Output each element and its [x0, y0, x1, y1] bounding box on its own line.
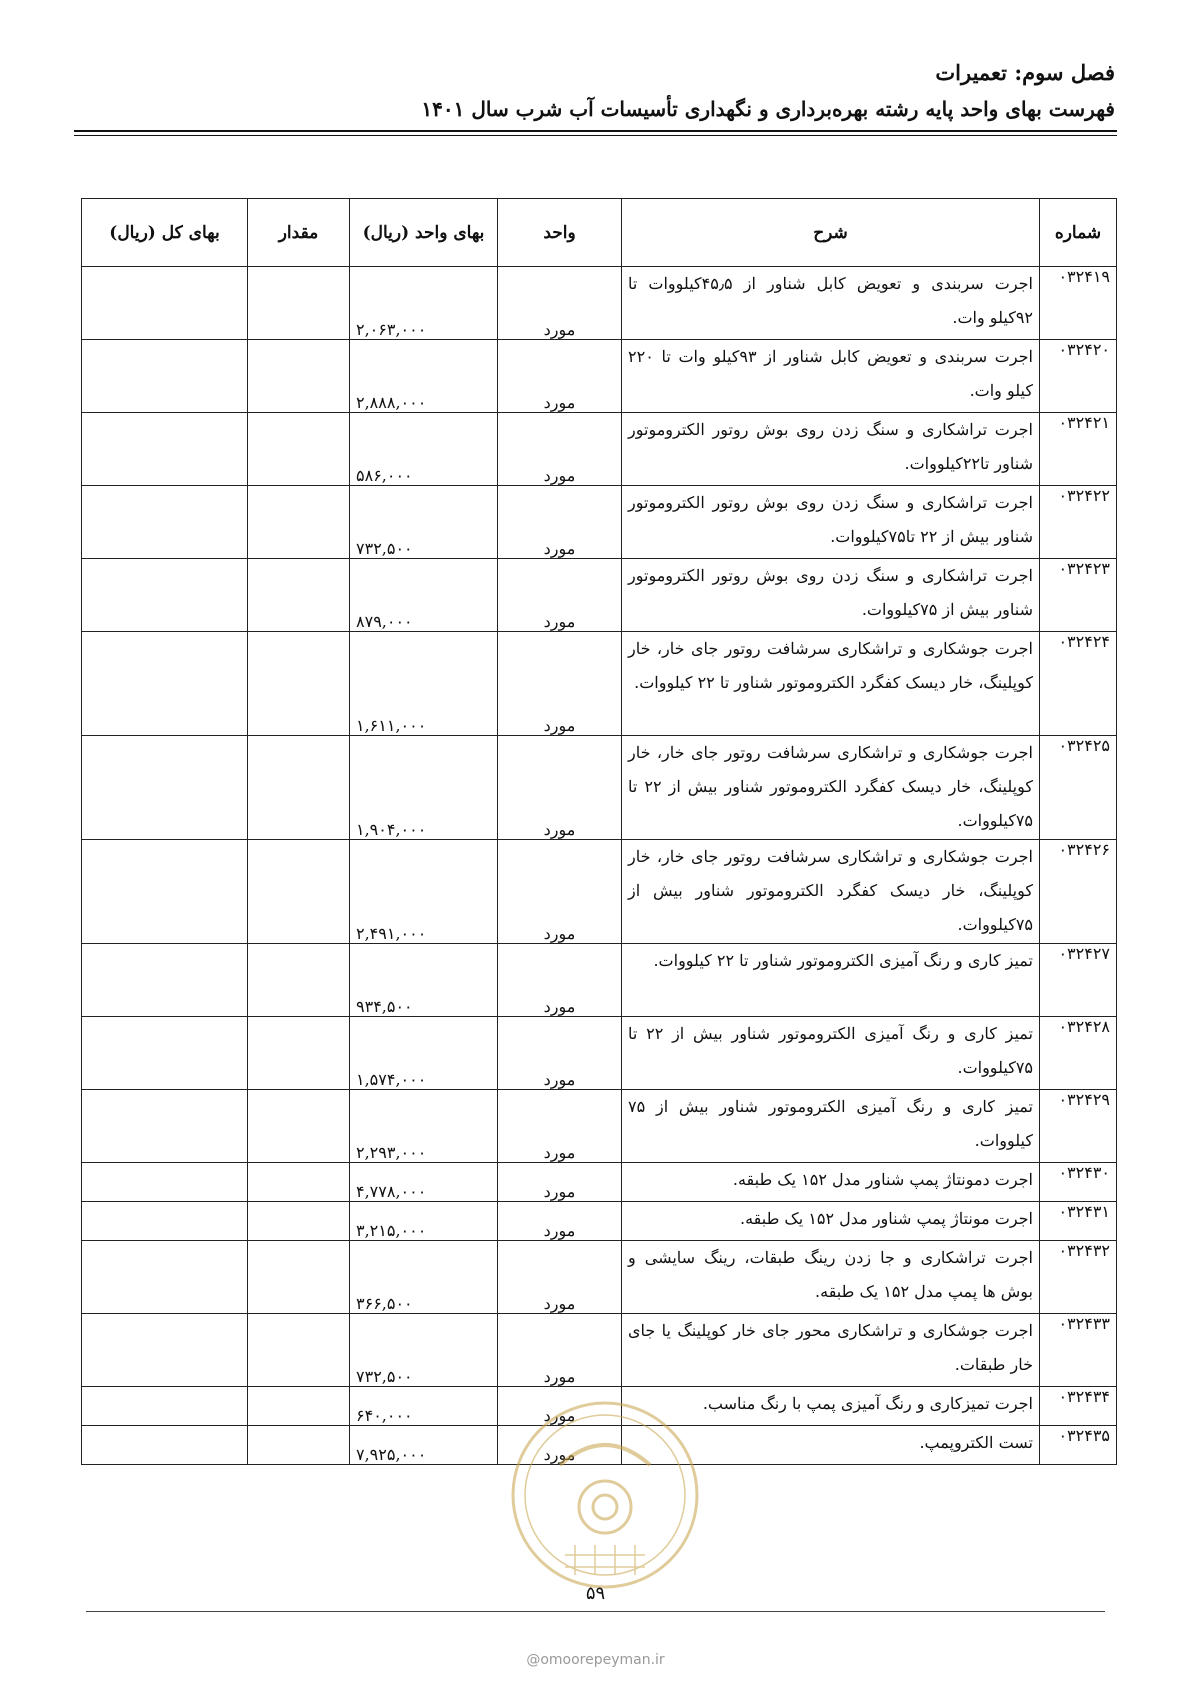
- row-unit-price: ۴,۷۷۸,۰۰۰: [350, 1163, 498, 1202]
- row-unit-price: ۶۴۰,۰۰۰: [350, 1387, 498, 1426]
- row-total-price: [82, 1314, 248, 1387]
- row-code: ۰۳۲۴۲۲: [1040, 486, 1117, 559]
- row-description: اجرت دمونتاژ پمپ شناور مدل ۱۵۲ یک طبقه.: [622, 1163, 1040, 1202]
- row-quantity: [248, 267, 350, 340]
- table-header-row: [82, 199, 1117, 267]
- column-header-unit: واحد: [498, 199, 622, 267]
- page-header: [421, 58, 1115, 126]
- row-unit: مورد: [498, 1426, 622, 1465]
- row-total-price: [82, 944, 248, 1017]
- stamp-watermark: [505, 1395, 705, 1595]
- row-unit: مورد: [498, 840, 622, 944]
- row-code: ۰۳۲۴۳۱: [1040, 1202, 1117, 1241]
- row-quantity: [248, 1090, 350, 1163]
- row-unit-price: ۲,۴۹۱,۰۰۰: [350, 840, 498, 944]
- row-unit: مورد: [498, 944, 622, 1017]
- table-row: [82, 413, 1117, 486]
- website-watermark: @omoorepeyman.ir: [526, 1652, 665, 1668]
- row-unit: مورد: [498, 340, 622, 413]
- footer-rule: [86, 1611, 1105, 1612]
- row-code: ۰۳۲۴۳۴: [1040, 1387, 1117, 1426]
- row-description: تمیز کاری و رنگ آمیزی الکتروموتور شناور بیش از ۲۲ تا ۷۵کیلووات.: [622, 1017, 1040, 1090]
- row-unit-price: ۸۷۹,۰۰۰: [350, 559, 498, 632]
- row-total-price: [82, 1202, 248, 1241]
- row-code: ۰۳۲۴۲۵: [1040, 736, 1117, 840]
- table-row: [82, 1202, 1117, 1241]
- chapter-title: فصل سوم: تعمیرات: [935, 60, 1115, 85]
- row-total-price: [82, 736, 248, 840]
- row-unit-price: ۱,۶۱۱,۰۰۰: [350, 632, 498, 736]
- row-unit-price: ۱,۵۷۴,۰۰۰: [350, 1017, 498, 1090]
- row-unit-price: ۱,۹۰۴,۰۰۰: [350, 736, 498, 840]
- row-quantity: [248, 1163, 350, 1202]
- row-total-price: [82, 1017, 248, 1090]
- table-row: [82, 840, 1117, 944]
- row-quantity: [248, 340, 350, 413]
- row-code: ۰۳۲۴۲۱: [1040, 413, 1117, 486]
- row-quantity: [248, 944, 350, 1017]
- row-quantity: [248, 1426, 350, 1465]
- row-unit: مورد: [498, 632, 622, 736]
- table-row: [82, 1163, 1117, 1202]
- row-quantity: [248, 736, 350, 840]
- row-unit-price: ۳۶۶,۵۰۰: [350, 1241, 498, 1314]
- row-quantity: [248, 1387, 350, 1426]
- row-quantity: [248, 1017, 350, 1090]
- price-list-table: [81, 198, 1117, 1465]
- table-row: [82, 559, 1117, 632]
- row-description: اجرت جوشکاری و تراشکاری سرشافت روتور جای خار، خار کوپلینگ، خار دیسک کفگرد الکتروموتور شناور تا ۲۲ کیلووات.: [622, 632, 1040, 736]
- row-total-price: [82, 1163, 248, 1202]
- row-code: ۰۳۲۴۲۹: [1040, 1090, 1117, 1163]
- row-description: اجرت تراشکاری و سنگ زدن روی بوش روتور الکتروموتور شناور تا۲۲کیلووات.: [622, 413, 1040, 486]
- row-description: اجرت مونتاژ پمپ شناور مدل ۱۵۲ یک طبقه.: [622, 1202, 1040, 1241]
- row-total-price: [82, 1426, 248, 1465]
- row-quantity: [248, 486, 350, 559]
- row-unit: مورد: [498, 1163, 622, 1202]
- row-unit: مورد: [498, 1314, 622, 1387]
- row-unit-price: ۷۳۲,۵۰۰: [350, 1314, 498, 1387]
- row-code: ۰۳۲۴۲۷: [1040, 944, 1117, 1017]
- row-code: ۰۳۲۴۱۹: [1040, 267, 1117, 340]
- row-code: ۰۳۲۴۳۲: [1040, 1241, 1117, 1314]
- row-description: تست الکتروپمپ.: [622, 1426, 1040, 1465]
- row-unit-price: ۲,۸۸۸,۰۰۰: [350, 340, 498, 413]
- row-description: تمیز کاری و رنگ آمیزی الکتروموتور شناور بیش از ۷۵ کیلووات.: [622, 1090, 1040, 1163]
- row-unit: مورد: [498, 413, 622, 486]
- row-total-price: [82, 840, 248, 944]
- row-code: ۰۳۲۴۲۴: [1040, 632, 1117, 736]
- row-unit: مورد: [498, 267, 622, 340]
- column-header-total-price: بهای کل (ریال): [82, 199, 248, 267]
- row-quantity: [248, 559, 350, 632]
- row-total-price: [82, 413, 248, 486]
- header-rule-thin: [74, 135, 1117, 136]
- row-quantity: [248, 632, 350, 736]
- row-total-price: [82, 340, 248, 413]
- row-code: ۰۳۲۴۲۰: [1040, 340, 1117, 413]
- row-total-price: [82, 559, 248, 632]
- table-row: [82, 1314, 1117, 1387]
- table-body: [82, 267, 1117, 1465]
- row-unit-price: ۷۳۲,۵۰۰: [350, 486, 498, 559]
- row-description: اجرت جوشکاری و تراشکاری سرشافت روتور جای خار، خار کوپلینگ، خار دیسک کفگرد الکتروموتور شناور بیش از ۲۲ تا ۷۵کیلووات.: [622, 736, 1040, 840]
- row-code: ۰۳۲۴۲۳: [1040, 559, 1117, 632]
- row-code: ۰۳۲۴۳۳: [1040, 1314, 1117, 1387]
- table-row: [82, 340, 1117, 413]
- row-code: ۰۳۲۴۲۶: [1040, 840, 1117, 944]
- row-total-price: [82, 1090, 248, 1163]
- row-total-price: [82, 267, 248, 340]
- row-unit-price: ۹۳۴,۵۰۰: [350, 944, 498, 1017]
- row-quantity: [248, 413, 350, 486]
- row-quantity: [248, 1314, 350, 1387]
- row-total-price: [82, 1241, 248, 1314]
- row-unit: مورد: [498, 1202, 622, 1241]
- table-row: [82, 632, 1117, 736]
- row-unit: مورد: [498, 1017, 622, 1090]
- row-description: اجرت تراشکاری و سنگ زدن روی بوش روتور الکتروموتور شناور بیش از ۲۲ تا۷۵کیلووات.: [622, 486, 1040, 559]
- row-code: ۰۳۲۴۲۸: [1040, 1017, 1117, 1090]
- page-number: ۵۹: [585, 1583, 606, 1604]
- column-header-unit-price: بهای واحد (ریال): [350, 199, 498, 267]
- row-description: اجرت سربندی و تعویض کابل شناور از ۴۵٫۵کیلووات تا ۹۲کیلو وات.: [622, 267, 1040, 340]
- row-unit: مورد: [498, 486, 622, 559]
- row-description: اجرت سربندی و تعویض کابل شناور از ۹۳کیلو وات تا ۲۲۰ کیلو وات.: [622, 340, 1040, 413]
- row-description: اجرت جوشکاری و تراشکاری محور جای خار کوپلینگ یا جای خار طبقات.: [622, 1314, 1040, 1387]
- document-title: فهرست بهای واحد پایه رشته بهره‌برداری و نگهداری تأسیسات آب شرب سال ۱۴۰۱: [421, 97, 1115, 121]
- row-code: ۰۳۲۴۳۰: [1040, 1163, 1117, 1202]
- column-header-quantity: مقدار: [248, 199, 350, 267]
- row-unit: مورد: [498, 736, 622, 840]
- table-row: [82, 267, 1117, 340]
- row-unit: مورد: [498, 559, 622, 632]
- row-quantity: [248, 840, 350, 944]
- row-description: اجرت تراشکاری و سنگ زدن روی بوش روتور الکتروموتور شناور بیش از ۷۵کیلووات.: [622, 559, 1040, 632]
- row-unit: مورد: [498, 1241, 622, 1314]
- table-row: [82, 486, 1117, 559]
- row-unit-price: ۳,۲۱۵,۰۰۰: [350, 1202, 498, 1241]
- table-row: [82, 944, 1117, 1017]
- row-unit-price: ۷,۹۲۵,۰۰۰: [350, 1426, 498, 1465]
- row-code: ۰۳۲۴۳۵: [1040, 1426, 1117, 1465]
- row-unit-price: ۲,۲۹۳,۰۰۰: [350, 1090, 498, 1163]
- row-description: اجرت تمیزکاری و رنگ آمیزی پمپ با رنگ مناسب.: [622, 1387, 1040, 1426]
- row-description: تمیز کاری و رنگ آمیزی الکتروموتور شناور تا ۲۲ کیلووات.: [622, 944, 1040, 1017]
- row-unit: مورد: [498, 1387, 622, 1426]
- row-unit: مورد: [498, 1090, 622, 1163]
- row-total-price: [82, 1387, 248, 1426]
- row-unit-price: ۵۸۶,۰۰۰: [350, 413, 498, 486]
- row-description: اجرت تراشکاری و جا زدن رینگ طبقات، رینگ سایشی و بوش ها پمپ مدل ۱۵۲ یک طبقه.: [622, 1241, 1040, 1314]
- table-row: [82, 1241, 1117, 1314]
- row-total-price: [82, 632, 248, 736]
- row-description: اجرت جوشکاری و تراشکاری سرشافت روتور جای خار، خار کوپلینگ، خار دیسک کفگرد الکتروموتور شناور بیش از ۷۵کیلووات.: [622, 840, 1040, 944]
- table-row: [82, 1090, 1117, 1163]
- table-row: [82, 1017, 1117, 1090]
- table-row: [82, 736, 1117, 840]
- column-header-description: شرح: [622, 199, 1040, 267]
- row-quantity: [248, 1202, 350, 1241]
- row-total-price: [82, 486, 248, 559]
- row-quantity: [248, 1241, 350, 1314]
- column-header-code: شماره: [1040, 199, 1117, 267]
- header-rule-thick: [74, 130, 1117, 132]
- row-unit-price: ۲,۰۶۳,۰۰۰: [350, 267, 498, 340]
